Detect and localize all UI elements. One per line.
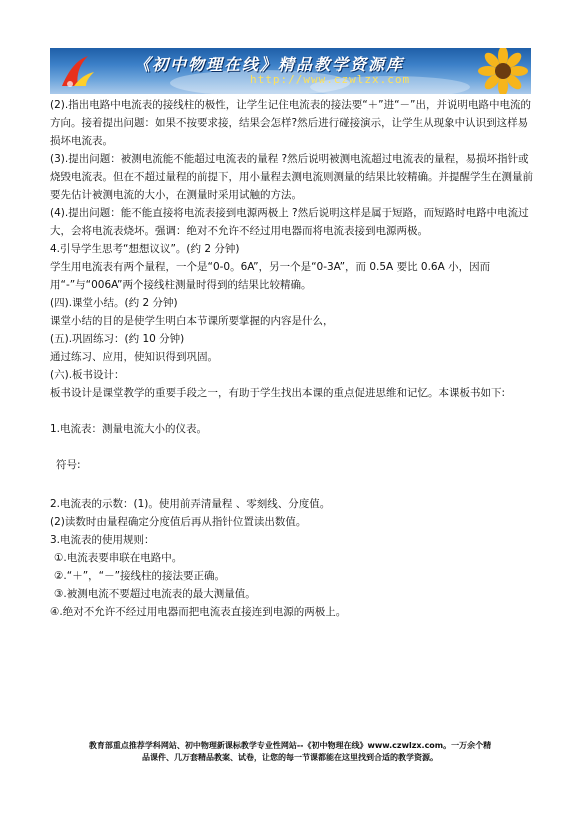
- page-footer: [40, 740, 540, 764]
- document-body: [50, 96, 534, 621]
- board-item-3: 3.电流表的使用规则：: [50, 534, 155, 546]
- rule-4: ④.绝对不允许不经过用电器而把电流表直接连到电源的两极上。: [50, 606, 347, 618]
- site-url[interactable]: http://www.czwlzx.com: [250, 73, 411, 86]
- paragraph-ranges: 学生用电流表有两个量程，一个是“0-0。6A”，另一个是“0-3A”，而 0.5A 要比 0.6A 小，因而用“-”与“006A”两个接线柱测量时得到的结果比较精确。: [50, 261, 491, 291]
- rule-2: ②.“＋”，“－”接线柱的接法要正确。: [54, 570, 226, 582]
- paragraph-3: (3).提出问题：被测电流能不能超过电流表的量程 ?然后说明被测电流超过电流表的量程，易损坏指针或烧毁电流表。但在不超过量程的前提下，用小量程去测电流则测量的结果比较精确。并提醒学生在测量前要先估计被测电流的大小，在测量时采用试触的方法。: [50, 153, 533, 201]
- paragraph-practice: 通过练习、应用，使知识得到巩固。: [50, 351, 218, 363]
- section-board: (六).板书设计：: [50, 369, 125, 381]
- paragraph-4: (4).提出问题：能不能直接将电流表接到电源两极上 ?然后说明这样是属于短路，而短路时电路中电流过大，会将电流表烧坏。强调：绝对不允许不经过用电器而将电流表接到电源两极。: [50, 207, 529, 237]
- rule-1: ①.电流表要串联在电路中。: [54, 552, 183, 564]
- board-item-2: 2.电流表的示数：(1)。使用前弄清量程 、零刻线、分度值。: [50, 498, 331, 510]
- rule-3: ③.被测电流不要超过电流表的最大测量值。: [54, 588, 256, 600]
- paragraph-2: (2).指出电路中电流表的接线柱的极性，让学生记住电流表的接法要“＋”进“－”出，并说明电路中电流的方向。接着提出问题：如果不按要求接，结果会怎样?然后进行碰接演示，让学生从现象中认识到这样易损坏电流表。: [50, 99, 531, 147]
- section-summary: (四).课堂小结。(约 2 分钟): [50, 297, 178, 309]
- section-think: 4.引导学生思考“想想议议”。(约 2 分钟): [50, 243, 240, 255]
- footer-line-2: 品课件、几万套精品教案、试卷，让您的每一节课都能在这里找到合适的教学资源。: [142, 753, 438, 762]
- board-item-2b: (2)读数时由量程确定分度值后再从指针位置读出数值。: [50, 516, 307, 528]
- paragraph-board: 板书设计是课堂教学的重要手段之一，有助于学生找出本课的重点促进思维和记忆。本课板书如下:: [50, 387, 506, 399]
- paragraph-summary: 课堂小结的目的是使学生明白本节课所要掌握的内容是什么，: [50, 315, 334, 327]
- site-title: 《初中物理在线》精品教学资源库: [134, 55, 405, 74]
- footer-line-1: 教育部重点推荐学科网站、初中物理新课标教学专业性网站--《初中物理在线》www.czwlzx.com。一万余个精: [88, 741, 492, 750]
- section-practice: (五).巩固练习：(约 10 分钟): [50, 333, 185, 345]
- header-banner: [50, 48, 531, 94]
- sunflower-icon: [459, 48, 529, 94]
- symbol-label: 符号:: [56, 459, 81, 471]
- site-logo-icon: [58, 52, 96, 90]
- board-item-1: 1.电流表：测量电流大小的仪表。: [50, 423, 208, 435]
